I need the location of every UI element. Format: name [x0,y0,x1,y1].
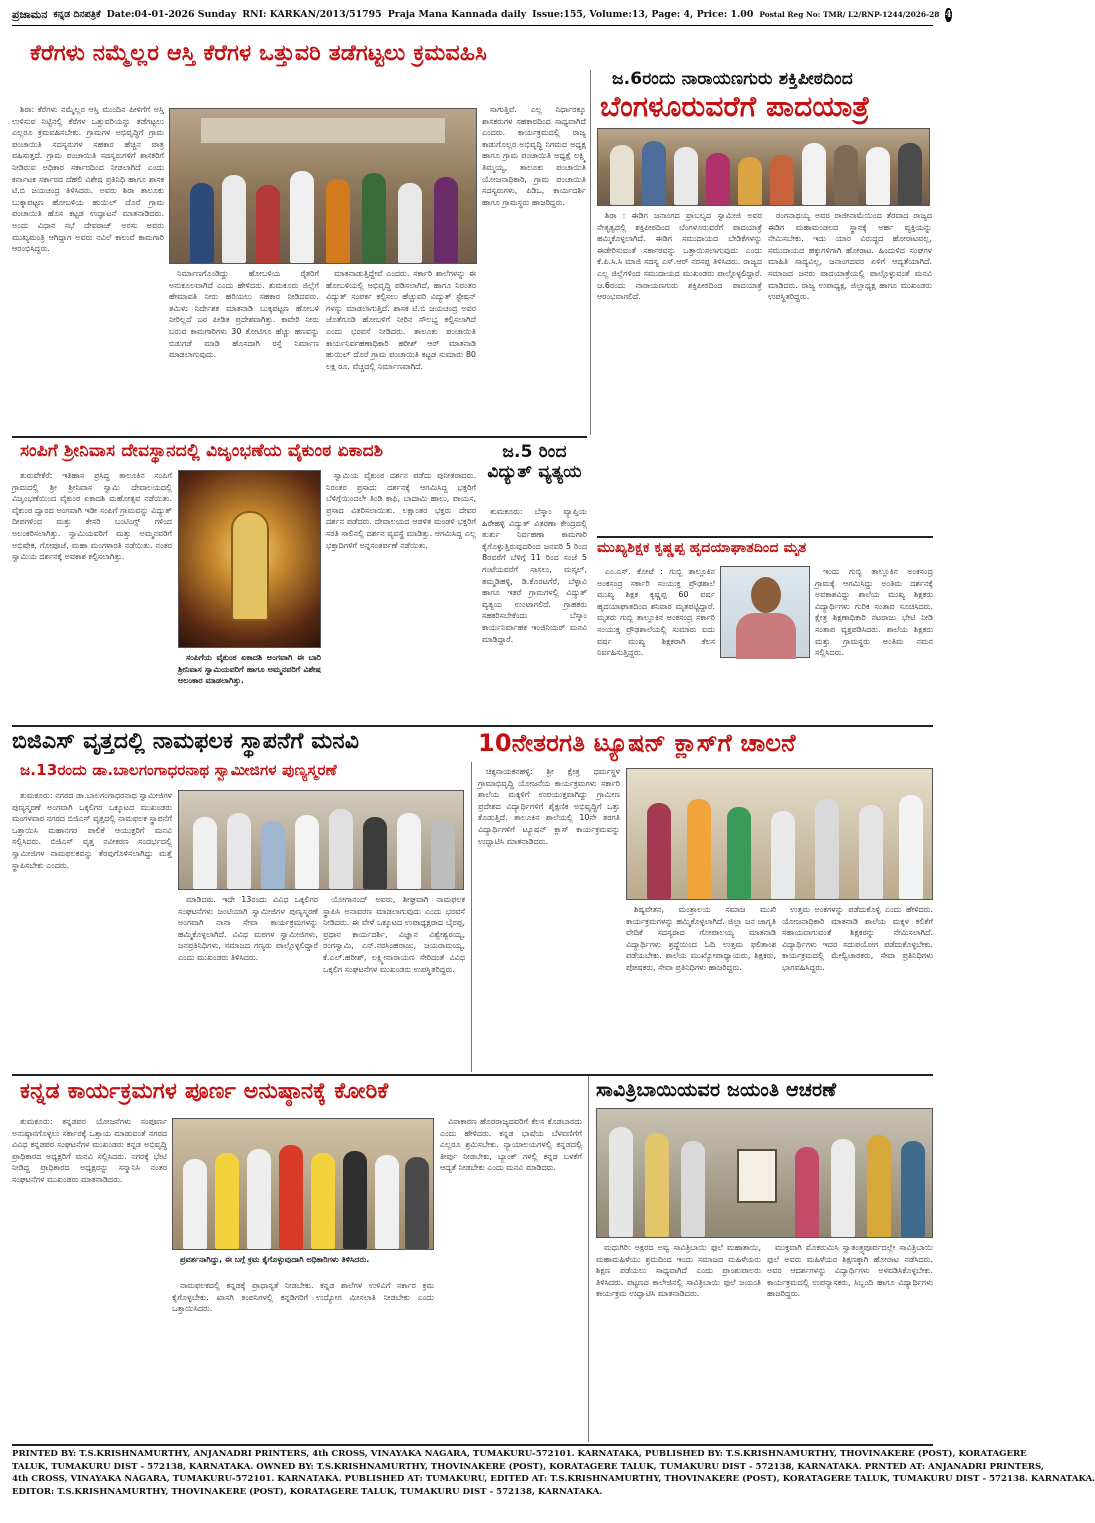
teacher-col-2 [815,566,933,716]
column-divider [588,1076,589,1442]
photo-person [247,1149,271,1249]
savitribai-col-1 [596,1242,761,1442]
temple-col-2-text: ಸ್ವಾಮಿಯ ವೈಕುಂಠ ದರ್ಶನ ಪಡೆದು ಪುನೀತರಾದರು. ನಿರಂತರ ಪ್ರಸಾದ: ದರ್ಶನಕ್ಕೆ ಆಗಮಿಸಿದ್ದ ಭಕ್ತರಿಗೆ ಬೆಳಿಗ್ಗೆಯಿಂದಲೇ ತಿಂಡಿ ಕಾಫಿ, ಬಾದಾಮಿ ಹಾಲು, ಪಾಯಸ, ಪ್ರಸಾದ ವಿತರಿಸಲಾಯಿತು. ಲಕ್ಷಾಂತರ ಭಕ್ತರು ದೇವರ ದರ್ಶನ ಪಡೆದರು. ದೇವಾಲಯದ ಆಡಳಿತ ಮಂಡಳಿ ಭಕ್ತರಿಗೆ ಸರತಿ ಸಾಲಿನಲ್ಲಿ ದರ್ಶನ ವ್ಯವಸ್ಥೆ ಮಾಡಿತ್ತು. ಆಗಮಿಸಿದ್ದ ಎಲ್ಲ ಭಕ್ತಾದಿಗಳಿಗೆ ಅನ್ನಸಂತರ್ಪಣೆ ನಡೆಯಿತು. [326,471,476,550]
postal-reg: Postal Reg No: TMR/ L2/RNP-1244/2026-28 [759,10,940,19]
savitribai-headline: ಸಾವಿತ್ರಿಬಾಯಿಯವರ ಜಯಂತಿ ಆಚರಣೆ [596,1079,837,1101]
photo-person [681,1141,705,1237]
photo-person [867,1135,891,1237]
photo-person [397,813,421,889]
tuition-col-3-text: ಉತ್ತಮ ಅಂಕಗಳನ್ನು ಪಡೆದುಕೊಳ್ಳಿ ಎಂದು ಹೇಳಿದರು. ಯೋಜನಾಧಿಕಾರಿ ಮಾತನಾಡಿ ಶಾಲೆಯ ಮಕ್ಕಳ ಕಲಿಕೆಗೆ ಸಹಾಯವಾಗುವಂತೆ ಶಿಕ್ಷಕರನ್ನು ನೇಮಿಸಲಾಗಿದೆ. ವಿದ್ಯಾರ್ಥಿಗಳು ಇದರ ಸದುಪಯೋಗ ಪಡೆದುಕೊಳ್ಳಬೇಕು. ಕಾರ್ಯಕ್ರಮದಲ್ಲಿ ಮೇಲ್ವಿಚಾರಕರು, ಸೇವಾ ಪ್ರತಿನಿಧಿಗಳು ಭಾಗವಹಿಸಿದ್ದರು. [782,905,933,972]
kannada-photo [172,1118,434,1250]
tuition-col-2 [626,904,776,1072]
photo-person [687,799,711,899]
photo-person [609,1127,633,1237]
photo-person [326,179,350,263]
photo-person [329,809,353,889]
photo-person [831,1139,855,1237]
savitribai-col-2 [767,1242,933,1442]
photo-person [901,1141,925,1237]
bgs-col-3 [323,894,465,1070]
photo-person [431,819,455,889]
kannada-col-1 [12,1116,167,1442]
photo-person [859,805,883,899]
lakes-col-1 [12,104,164,424]
lakes-col-3 [326,268,476,424]
photo-person [645,1133,669,1237]
section-divider [12,436,587,438]
imprint-line-1: PRINTED BY: T.S.KRISHNAMURTHY, ANJANADRI PRINTERS, 4th CROSS, VINAYAKA NAGARA, TUMAKURU-572101. KARNATAKA, PUBLISHED BY: T.S.KRISHNAMURTHY, THOVINAKERE (POST), KORATAGERE [12,1449,1027,1459]
savitribai-photo [596,1108,933,1238]
photo-person [434,177,458,263]
photo-person [770,155,794,205]
photo-person [727,807,751,899]
photo-person [193,817,217,889]
tuition-photo [626,768,933,900]
photo-person [362,173,386,263]
kannada-col-2-text: ನಾಮಫಲಕದಲ್ಲಿ ಕನ್ನಡಕ್ಕೆ ಪ್ರಾಧಾನ್ಯತೆ ನೀಡಬೇಕು. ಕನ್ನಡ ಶಾಲೆಗಳ ಉಳಿವಿಗೆ ಸರ್ಕಾರ ಕ್ರಮ ಕೈಗೊಳ್ಳಬೇಕು. ಖಾಸಗಿ ಕಂಪನಿಗಳಲ್ಲಿ ಕನ್ನಡಿಗರಿಗೆ ಉದ್ಯೋಗ ಮೀಸಲಾತಿ ನೀಡಬೇಕು ಎಂದು ಒತ್ತಾಯಿಸಿದರು. [172,1281,434,1314]
lakes-col-4-text: ಸಾಗುತ್ತಿವೆ. ಎಲ್ಲ ನಿರ್ಧಾರಕ್ಕೂ ಶಾಸಕರುಗಳ ಸಹಕಾರದಿಂದ ಸಾಧ್ಯವಾಗಿದೆ ಎಂದರು. ಕಾರ್ಯಕ್ರಮದಲ್ಲಿ ರಾಜ್ಯ ಕಾಡುಗೊಲ್ಲರ ಅಭಿವೃದ್ಧಿ ನಿಗಮದ ಅಧ್ಯಕ್ಷ ಹಾಗೂ ಗ್ರಾಮ ಪಂಚಾಯಿತಿ ಅಧ್ಯಕ್ಷೆ ಲಕ್ಷ್ಮಿ ತಿಮ್ಮಯ್ಯ, ತಾಲೂಕು ಪಂಚಾಯಿತಿ ಯೋಜನಾಧಿಕಾರಿ, ಗ್ರಾಮ ಪಂಚಾಯಿತಿ ಸದಸ್ಯರುಗಳು, ಪಿಡಿಒ, ಕಾರ್ಯದರ್ಶಿ ಹಾಗೂ ಗ್ರಾಮಸ್ಥರು ಹಾಜರಿದ್ದರು. [482,105,586,207]
section-divider [597,536,933,538]
issue-info: Issue:155, Volume:13, Page: 4, Price: 1.00 [532,9,754,20]
lakes-headline: ಕೆರೆಗಳು ನಮ್ಮೆಲ್ಲರ ಆಸ್ತಿ ಕೆರೆಗಳ ಒತ್ತುವರಿ ತಡೆಗಟ್ಟಲು ಕ್ರಮವಹಿಸಿ [30,41,488,66]
column-divider [471,762,472,1072]
bgs-kicker: ಜ.13ರಂದು ಡಾ.ಬಾಲಗಂಗಾಧರನಾಥ ಸ್ವಾಮೀಜಿಗಳ ಪುಣ್ಯಸ್ಮರಣೆ [20,761,337,779]
masthead-subtitle: ಕನ್ನಡ ದಿನಪತ್ರಿಕೆ [53,9,101,20]
brand-name: ಪ್ರಜಾಮನ [12,7,48,21]
kannada-col-3-text: ವಿನಾಕಾರಣ ಹೊರರಾಜ್ಯದವರಿಗೆ ಕೆಲಸ ಕೊಡಬಾರದು ಎಂದು ಹೇಳಿದರು. ಕನ್ನಡ ಭಾಷೆಯ ಬೆಳವಣಿಗೆಗೆ ಎಲ್ಲರೂ ಶ್ರಮಿಸಬೇಕು. ನ್ಯಾಯಾಲಯಗಳಲ್ಲಿ ಕನ್ನಡದಲ್ಲಿ ತೀರ್ಪು ನೀಡಬೇಕು, ಬ್ಯಾಂಕ್ ಗಳಲ್ಲಿ ಕನ್ನಡ ಬಳಕೆಗೆ ಆದ್ಯತೆ ನೀಡಬೇಕು ಎಂದು ಮನವಿ ಮಾಡಿದರು. [440,1117,582,1173]
photo-person [222,175,246,263]
photo-person [375,1155,399,1249]
photo-person [738,157,762,205]
portrait-head [751,577,781,613]
teacher-headline: ಮುಖ್ಯಶಿಕ್ಷಕ ಕೃಷ್ಣಪ್ಪ ಹೃದಯಾಘಾತದಿಂದ ಮೃತ [597,540,807,556]
photo-person [295,815,319,889]
photo-person [290,171,314,263]
imprint-line-2: TALUK, TUMAKURU DIST - 572138, KARNATAKA. OWNED BY: T.S.KRISHNAMURTHY, THOVINAKERE (POST), KORATAGERE TALUK, TUMAKURU DIST - 572138, KARNATAKA. PRNTED AT: ANJANADRI PRINTERS, [12,1461,1044,1472]
photo-person [642,141,666,205]
temple-headline: ಸಂಪಿಗೆ ಶ್ರೀನಿವಾಸ ದೇವಸ್ಥಾನದಲ್ಲಿ ವಿಜೃಂಭಣೆಯ ವೈಕುಂಠ ಏಕಾದಶಿ [20,441,384,461]
padayatra-col-2 [768,210,932,472]
power-cut-body [482,506,587,718]
tuition-headline: 10ನೇತರಗತಿ ಟ್ಯೂಷನ್ ಕ್ಲಾಸ್‌ಗೆ ಚಾಲನೆ [478,729,796,757]
photo-person [183,1159,207,1249]
padayatra-col-2-text: ರಂಗನಾಥಯ್ಯ ಅವರ ರಾಜೀನಾಮೆಯಿಂದ ತೆರವಾದ ರಾಜ್ಯದ ಈಡಿಗ ಮಹಾಮಂಡಲದ ಸ್ಥಾನಕ್ಕೆ ಅರ್ಹ ವ್ಯಕ್ತಿಯನ್ನು ನೇಮಿಸಬೇಕು. ಇದು ಯಾರ ವಿರುದ್ಧದ ಹೋರಾಟವಲ್ಲ, ಸಮುದಾಯದ ಹಕ್ಕುಗಳಿಗಾಗಿ ಹೋರಾಟ. ಹಿಂದುಳಿದ ಸಂಘಗಳ ಮಾಹಿತಿ ಸಾದ್ಯವಿಲ್ಲ, ಜನಾಂಗದವರ ಏಳಿಗೆ ಆದ್ಯತೆಯಾಗಿದೆ. ಸಮಾಜದ ಜನರು ಪಾದಯಾತ್ರೆಯಲ್ಲಿ ಪಾಲ್ಗೊಳ್ಳುವಂತೆ ಮನವಿ ಮಾಡಿದರು. ರಾಜ್ಯ ಉಪಾಧ್ಯಕ್ಷ, ಜಿಲ್ಲಾಧ್ಯಕ್ಷ ಹಾಗೂ ಮುಖಂಡರು ಉಪಸ್ಥಿತರಿದ್ದರು. [768,211,932,302]
page-number-badge: 4 [945,9,952,20]
temple-col-1-text: ತುರುವೇಕೆರೆ: ಇತಿಹಾಸ ಪ್ರಸಿದ್ಧ ತಾಲೂಕಿನ ಸಂಪಿಗೆ ಗ್ರಾಮದಲ್ಲಿ ಶ್ರೀ ಶ್ರೀನಿವಾಸ ಸ್ವಾಮಿ ದೇವಾಲಯದಲ್ಲಿ ವಿಜೃಂಭಣೆಯಿಂದ ವೈಕುಂಠ ಏಕಾದಶಿ ಮಹೋತ್ಸವ ನಡೆಯಿತು. ವೈಕುಂಠ ದ್ವಾರದ ಅಂಗವಾಗಿ ಇಡೀ ಸಂಪಿಗೆ ಗ್ರಾಮವನ್ನು ವಿದ್ಯುತ್ ದೀಪಗಳಿಂದ ಮತ್ತು ಕೇಸರಿ ಬಂಟಿಂಗ್ಸ್ ಗಳಿಂದ ಅಲಂಕರಿಸಲಾಗಿತ್ತು. ಸ್ವಾಮಿಯವರಿಗೆ ಮತ್ತು ಅಮ್ಮನವರಿಗೆ ಅಭಿಷೇಕ, ಗೋಪೂಜೆ, ಮಹಾ ಮಂಗಳಾರತಿ ನಡೆಯಿತು. ನಂತರ ಸ್ವಾಮಿಯ ದರ್ಶನಕ್ಕೆ ಅವಕಾಶ ಕಲ್ಪಿಸಲಾಗಿತ್ತು. [12,471,172,562]
power-cut-headline: ಜ.5 ರಿಂದ ವಿದ್ಯುತ್ ವ್ಯತ್ಯಯ [487,442,582,482]
column-divider [590,70,591,435]
padayatra-kicker: ಜ.6ರಂದು ನಾರಾಯಣಗುರು ಶಕ್ತಿಪೀಠದಿಂದ [612,69,853,89]
teacher-portrait [720,566,810,658]
photo-person [363,817,387,889]
padayatra-col-1-text: ಶಿರಾ : ಈಡಿಗ ಜನಾಂಗದ ಪ್ರಾಬಲ್ಯದ ಸ್ವಾಮೀಜಿ ಅವರ ನೇತೃತ್ವದಲ್ಲಿ ಶಕ್ತಿಪೀಠದಿಂದ ಬೆಂಗಳೂರುವರೆಗೆ ಪಾದಯಾತ್ರೆ ಹಮ್ಮಿಕೊಳ್ಳಲಾಗಿದೆ. ಈಡಿಗ ಸಮುದಾಯದ ಬೇಡಿಕೆಗಳನ್ನು ಈಡೇರಿಸುವಂತೆ ಸರ್ಕಾರವನ್ನು ಒತ್ತಾಯಿಸಲಾಗುವುದು ಎಂದು ಕೆ.ಪಿ.ಸಿ.ಸಿ ಮಾಜಿ ಸದಸ್ಯ ಎಸ್.ಆರ್ ನರಸಪ್ಪ ತಿಳಿಸಿದರು. ರಾಜ್ಯದ ಎಲ್ಲ ಜಿಲ್ಲೆಗಳಿಂದ ಸಮುದಾಯದ ಮುಖಂಡರು ಪಾಲ್ಗೊಳ್ಳಲಿದ್ದಾರೆ. ಜ.6ರಂದು ನಾರಾಯಣಗುರು ಶಕ್ತಿಪೀಠದಿಂದ ಪಾದಯಾತ್ರೆ ಆರಂಭವಾಗಲಿದೆ. [597,211,762,302]
bgs-col-1 [12,790,172,1070]
teacher-col-2-text: ಇಂದು ಗುಬ್ಬಿ ತಾಲ್ಲೂಕಿನ ಅಂಕಸಂದ್ರ ಗ್ರಾಮಕ್ಕೆ ಆಗಮಿಸಿದ್ದು ಅಂತಿಮ ದರ್ಶನಕ್ಕೆ ಅವಕಾಶವಿದ್ದು ಶಾಲೆಯ ಮುಖ್ಯ ಶಿಕ್ಷಕರು ವಿದ್ಯಾರ್ಥಿಗಳು ಗುರಿಕ ಸಂತಾಪ ಸೂಚಿಸಿದರು. ಕ್ಷೇತ್ರ ಶಿಕ್ಷಣಾಧಿಕಾರಿ ನಟರಾಜು ಭೇಟಿ ನೀಡಿ ಸಂತಾಪ ವ್ಯಕ್ತಪಡಿಸಿದರು. ಶಾಲೆಯ ಶಿಕ್ಷಕರು ಮತ್ತು ಗ್ರಾಮಸ್ಥರು ಅಂತಿಮ ನಮನ ಸಲ್ಲಿಸಿದರು. [815,567,933,658]
teacher-col-1-text: ಎಂ.ಎಸ್. ಕೋಟೆ : ಗುಬ್ಬಿ ತಾಲ್ಲೂಕಿನ ಅಂಕಸಂದ್ರ ಸರ್ಕಾರಿ ಸಂಯುಕ್ತ ಪ್ರೌಢಶಾಲೆ ಮುಖ್ಯ ಶಿಕ್ಷಕ ಕೃಷ್ಣಪ್ಪ 60 ವರ್ಷ ಹೃದಯಾಘಾತದಿಂದ ಶನಿವಾರ ಮೃತಪಟ್ಟಿದ್ದಾರೆ. ಮೃತರು ಗುಬ್ಬಿ ತಾಲ್ಲೂಕಿನ ಅಂಕಸಂದ್ರ ಸರ್ಕಾರಿ ಸಂಯುಕ್ತ ಪ್ರೌಢಶಾಲೆಯಲ್ಲಿ ಸುಮಾರು ಐದು ವರ್ಷ ಮುಖ್ಯ ಶಿಕ್ಷಕರಾಗಿ ಕೆಲಸ ನಿರ್ವಹಿಸುತ್ತಿದ್ದರು. [597,567,715,658]
imprint-footer [12,1448,1095,1498]
photo-person [898,143,922,205]
lakes-col-2-text: ನಿರ್ಮಾಣಗೊಂಡಿದ್ದು ಹೋಬಳಿಯ ರೈತರಿಗೆ ಅನುಕೂಲವಾಗಿದೆ ಎಂದು ಹೇಳಿದರು. ತುಮಕೂರು ಜಿಲ್ಲೆಗೆ ಹೇಮಾವತಿ ನೀರು ಹರಿಯಲು ಸಹಕಾರ ನೀಡಿದವರು. ತಮಿಳು ನಿರ್ದೇಶಕ ಮಾತನಾಡಿ ಬುಕ್ಕಪಟ್ಟಣ ಹೋಬಳಿ ನೀರಿಲ್ಲದೆ ಬರ ಪೀಡಿತ ಪ್ರದೇಶವಾಗಿತ್ತು. ಕಾವೇರಿ ನೀರು ಬರುವ ಕಾಮಗಾರಿಗಳು 30 ಕೋಟಿಗೂ ಹೆಚ್ಚು ಹಣವನ್ನು ಬಿಡುಗಡೆ ಮಾಡಿ ಹೊಸದಾಗಿ ರಸ್ತೆ ನಿರ್ಮಾಣ ಮಾಡಲಾಗುವುದು. [169,269,319,360]
lakes-photo [169,108,477,264]
power-cut-body-text: ತುಮಕೂರು: ಬೆಸ್ಕಾಂ ವ್ಯಾಪ್ತಿಯ ಹಿರೇಹಳ್ಳಿ ವಿದ್ಯುತ್ ವಿತರಣಾ ಕೇಂದ್ರದಲ್ಲಿ ತುರ್ತು ನಿರ್ವಹಣಾ ಕಾಮಗಾರಿ ಕೈಗೊಳ್ಳುತ್ತಿರುವುದರಿಂದ ಜನವರಿ 5 ರಿಂದ 8ರವರೆಗೆ ಬೆಳಿಗ್ಗೆ 11 ರಿಂದ ಸಂಜೆ 5 ಗಂಟೆಯವರೆಗೆ ಸಾಸಲು, ಮಸ್ಕಲ್, ತಮ್ಮಡಿಹಳ್ಳಿ, ಡಿ.ಕೊರಟಗೆರೆ, ಬೆಳ್ಳಾವಿ ಹಾಗೂ ಇತರೆ ಗ್ರಾಮಗಳಲ್ಲಿ ವಿದ್ಯುತ್ ವ್ಯತ್ಯಯ ಉಂಟಾಗಲಿದೆ. ಗ್ರಾಹಕರು ಸಹಕರಿಸಬೇಕೆಂದು ಬೆಸ್ಕಾಂ ಕಾರ್ಯನಿರ್ವಾಹಕ ಇಂಜಿನಿಯರ್ ಮನವಿ ಮಾಡಿದ್ದಾರೆ. [482,507,587,644]
kannada-caption [172,1254,434,1278]
kannada-headline: ಕನ್ನಡ ಕಾರ್ಯಕ್ರಮಗಳ ಪೂರ್ಣ ಅನುಷ್ಠಾನಕ್ಕೆ ಕೋರಿಕೆ [20,1079,389,1104]
portrait-shirt [736,613,796,659]
bgs-photo [178,790,464,890]
photo-person [866,147,890,205]
kannada-col-1-text: ತುಮಕೂರು: ಕನ್ನಡಪರ ಯೋಜನೆಗಳು ಸಂಪೂರ್ಣ ಅನುಷ್ಠಾನಗೊಳ್ಳಲು ಸರ್ಕಾರಕ್ಕೆ ಒತ್ತಾಯ ಮಾಡುವಂತೆ ನಗರದ ವಿವಿಧ ಕನ್ನಡಪರ ಸಂಘಟನೆಗಳ ಮುಖಂಡರು ಕನ್ನಡ ಅಭಿವೃದ್ಧಿ ಪ್ರಾಧಿಕಾರದ ಅಧ್ಯಕ್ಷರಿಗೆ ಮನವಿ ಸಲ್ಲಿಸಿದರು. ನಗರಕ್ಕೆ ಭೇಟಿ ನೀಡಿದ್ದ ಪ್ರಾಧಿಕಾರದ ಅಧ್ಯಕ್ಷರನ್ನು ಸನ್ಮಾನಿಸಿ ನಂತರ ಸಂಘಟನೆಗಳ ಮುಖಂಡರು ಮಾತನಾಡಿದರು. [12,1117,167,1184]
lakes-col-4 [482,104,586,424]
photo-person [815,799,839,899]
lakes-col-3-text: ಮಾತನಾಡುತ್ತಿದ್ದೇವೆ ಎಂದರು. ಸರ್ಕಾರಿ ಶಾಲೆಗಳನ್ನು ಈ ಹೋಬಳಿಯಲ್ಲಿ ಅಭಿವೃದ್ಧಿ ಪಡಿಸಲಾಗಿದೆ, ಹಾಗೂ ನಿರಂತರ ವಿದ್ಯುತ್ ಸಂಪರ್ಕ ಕಲ್ಪಿಸಲು ಹೆಚ್ಚುವರಿ ವಿದ್ಯುತ್ ಸ್ಟೇಷನ್ ಗಳನ್ನು ಮಾಡಲಾಗುತ್ತಿದೆ. ಶಾಸಕ ಟಿ.ಬಿ ಜಯಚಂದ್ರ ಅವರ ಜೊತೆಗೂಡಿ ಹೋಬಳಿಗೆ ನೀರಿನ ಸೌಲಭ್ಯ ಕಲ್ಪಿಸಲಾಗಿದೆ ಎಂದು ಭರವಸೆ ನೀಡಿದರು. ತಾಲೂಕು ಪಂಚಾಯಿತಿ ಕಾರ್ಯನಿರ್ವಹಣಾಧಿಕಾರಿ ಹರೀಶ್ ಆರ್ ಮಾತನಾಡಿ ಹುಯಿಲ್ ದೊರೆ ಗ್ರಾಮ ಪಂಚಾಯಿತಿ ಕಟ್ಟಡ ಸುಮಾರು 80 ಲಕ್ಷ ರೂ. ವೆಚ್ಚದಲ್ಲಿ ನಿರ್ಮಾಣವಾಗಿದೆ. [326,269,476,371]
photo-person [795,1147,819,1237]
savitribai-col-1-text: ಮಧುಗಿರಿ: ಅಕ್ಷರದ ಅವ್ವ ಸಾವಿತ್ರಿಬಾಯಿ ಫುಲೆ ಮಹಾತಾಯಿ, ಮಹಾಮಹಿಳೆಯು ಶ್ರಮದಿಂದ ಇಂದು ಸಮಾಜದ ಮಹಿಳೆಯರು ಶಿಕ್ಷಣ ಪಡೆಯಲು ಸಾಧ್ಯವಾಗಿದೆ ಎಂದು ಪ್ರಾಂಶುಪಾಲರು ತಿಳಿಸಿದರು. ಪಟ್ಟಣದ ಕಾಲೇಜಿನಲ್ಲಿ ಸಾವಿತ್ರಿಬಾಯಿ ಫುಲೆ ಜಯಂತಿ ಕಾರ್ಯಕ್ರಮ ಉದ್ಘಾಟಿಸಿ ಮಾತನಾಡಿದರು. [596,1243,761,1299]
temple-deity-photo [178,470,321,648]
lakes-col-2 [169,268,319,424]
tuition-col-2-text: ಶಿಷ್ಯವೇತನ, ಮಂತ್ರಾಲಯ ಸಮಾಜ ಮುಖಿ ಕಾರ್ಯಕ್ರಮಗಳನ್ನು ಹಮ್ಮಿಕೊಳ್ಳಲಾಗಿದೆ. ಜಿಲ್ಲಾ ಜನ ಜಾಗೃತಿ ವೇದಿಕೆ ಸದಸ್ಯರಾದ ಗೋಪಾಲಯ್ಯ ಮಾತನಾಡಿ ವಿದ್ಯಾರ್ಥಿಗಳು ಶ್ರದ್ಧೆಯಿಂದ ಓದಿ ಉತ್ತಮ ಫಲಿತಾಂಶ ಪಡೆಯಬೇಕು. ಶಾಲೆಯ ಮುಖ್ಯೋಪಾಧ್ಯಾಯರು, ಶಿಕ್ಷಕರು, ಪೋಷಕರು, ಸೇವಾ ಪ್ರತಿನಿಧಿಗಳು ಹಾಜರಿದ್ದರು. [626,905,776,972]
masthead [12,4,952,26]
portrait-frame [737,1149,777,1203]
photo-person [398,183,422,263]
tuition-col-3 [782,904,933,1072]
photo-person [706,153,730,205]
photo-person [802,143,826,205]
photo-person [674,147,698,205]
photo-person [279,1145,303,1249]
padayatra-photo [597,128,930,206]
photo-person [261,821,285,889]
issue-date: Date:04-01-2026 Sunday [106,9,237,20]
photo-person [405,1157,429,1249]
imprint-line-4: EDITOR: T.S.KRISHNAMURTHY, THOVINAKERE (POST), KORATAGERE TALUK, TUMAKURU DIST - 572138, KARNATAKA. [12,1486,603,1497]
savitribai-col-2-text: ಮುಕ್ತವಾಗಿ ಮೊಕರುಮಿಸಿ ಸ್ವಾತಂತ್ರ್ಯಪೂರ್ವದಲ್ಲೇ ಸಾವಿತ್ರಿಬಾಯಿ ಫುಲೆ ಅವರು ಮಹಿಳೆಯರ ಶಿಕ್ಷಣಕ್ಕಾಗಿ ಹೋರಾಟ ನಡೆಸಿದರು. ಅವರ ಆದರ್ಶಗಳನ್ನು ವಿದ್ಯಾರ್ಥಿಗಳು ಅಳವಡಿಸಿಕೊಳ್ಳಬೇಕು. ಕಾರ್ಯಕ್ರಮದಲ್ಲಿ ಉಪನ್ಯಾಸಕರು, ಸಿಬ್ಬಂದಿ ಹಾಗೂ ವಿದ್ಯಾರ್ಥಿಗಳು ಹಾಜರಿದ್ದರು. [767,1243,933,1299]
imprint-line-3: 4th CROSS, VINAYAKA NAGARA, TUMAKURU-572101. KARNATAKA. PUBLISHED AT: TUMAKURU, EDITED AT: T.S.KRISHNAMURTHY, THOVINAKERE (POST), KORATAGERE TALUK, TUMAKURU DIST - 572138. KARNATAKA. [12,1474,1095,1484]
english-title: Praja Mana Kannada daily [387,9,527,20]
deity-figure [231,511,269,621]
temple-col-1 [12,470,172,718]
photo-banner [201,118,446,143]
padayatra-col-1 [597,210,762,472]
padayatra-headline: ಬೆಂಗಳೂರುವರೆಗೆ ಪಾದಯಾತ್ರೆ [600,90,870,123]
lakes-col-1-text: ಶಿರಾ: ಕೆರೆಗಳು ನಮ್ಮೆಲ್ಲರ ಆಸ್ತಿ ಮುಂದಿನ ಪೀಳಿಗೆಗೆ ಅಸ್ತಿ ಉಳಿಸುವ ನಿಟ್ಟಿನಲ್ಲಿ ಕೆರೆಗಳ ಒತ್ತುವರಿಯನ್ನು ತಡೆಗಟ್ಟಲು ಎಲ್ಲರೂ ಕ್ರಮವಹಿಸಬೇಕು. ಗ್ರಾಮಗಳ ಅಭಿವೃದ್ಧಿಗೆ ಗ್ರಾಮ ಪಂಚಾಯಿತಿ ಸದಸ್ಯರುಗಳ ಸಹಕಾರ ಹೆಚ್ಚಿನ ಪಾತ್ರ ವಹಿಸುತ್ತದೆ. ಗ್ರಾಮ ಪಂಚಾಯಿತಿ ಸದಸ್ಯರುಗಳಿಗೆ ಶಾಸಕರಿಗೆ ನೀಡಿರುವ ಅಧಿಕಾರ ಸರ್ಕಾರದಿಂದ ನೀಡಲಾಗಿದೆ ಎಂದು ಕರ್ನಾಟಕ ಸರ್ಕಾರದ ದೆಹಲಿ ವಿಶೇಷ ಪ್ರತಿನಿಧಿ ಹಾಗೂ ಶಾಸಕ ಟಿ.ಬಿ ಜಯಚಂದ್ರ ತಿಳಿಸಿದರು. ಅವರು ಶಿರಾ ತಾಲೂಕು ಬುಕ್ಕಾಪಟ್ಟಣ ಹೋಬಳಿಯ ಹುಯಿಲ್ ದೊರೆ ಗ್ರಾಮ ಪಂಚಾಯಿತಿ ಹೊಸ ಕಟ್ಟಡ ಉದ್ಘಾಟನೆ ಮಾತನಾಡಿದರು. ಅಂದು ವಿಧಾನ ಸಭೆ ದೇವರಾಜ್ ಅರಸು ಅವರು ಮುಖ್ಯಮಂತ್ರಿ ಆಗಿದ್ದಾಗ ಅವರು ನವಿಲೆ ಕಾಲುವೆ ಕಾಮಗಾರಿ ಆರಂಭಿಸಿದ್ದರು. [12,105,164,254]
kannada-col-3 [440,1116,582,1442]
photo-person [256,185,280,263]
kannada-caption-text: ಪ್ರವರ್ತನಾಗಿದ್ದು, ಈ ಬಗ್ಗೆ ಕ್ರಮ ಕೈಗೊಳ್ಳುವುದಾಗಿ ಅಧಿಕಾರಿಗಳು ತಿಳಿಸಿದರು. [180,1255,370,1264]
photo-person [899,795,923,899]
temple-col-2 [326,470,476,718]
kannada-col-2 [172,1280,434,1442]
section-divider [12,725,933,727]
photo-person [610,145,634,205]
photo-person [190,183,214,263]
photo-person [343,1151,367,1249]
photo-person [227,813,251,889]
bgs-col-1-text: ತುಮಕೂರು: ನಗರದ ಡಾ.ಬಾಲಗಂಗಾಧರನಾಥ ಸ್ವಾಮೀಜಿಗಳ ಪುಣ್ಯಸ್ಮರಣೆ ಅಂಗವಾಗಿ ಒಕ್ಕಲಿಗರ ಒಕ್ಕೂಟದ ಮುಖಂಡರು ಮಂಗಳವಾರ ನಗರದ ಬಿಜಿಎಸ್ ವೃತ್ತದಲ್ಲಿ ನಾಮಫಲಕ ಸ್ಥಾಪನೆಗೆ ಒತ್ತಾಯಿಸಿ ಮಹಾನಗರ ಪಾಲಿಕೆ ಆಯುಕ್ತರಿಗೆ ಮನವಿ ಸಲ್ಲಿಸಿದರು. ಬಿಜಿಎಸ್ ವೃತ್ತ ನವೀಕರಣ ಸಂದರ್ಭದಲ್ಲಿ ಸ್ವಾಮೀಜಿಗಳ ನಾಮಫಲಕವನ್ನು ತೆರವುಗೊಳಿಸಲಾಗಿದ್ದು ಮತ್ತೆ ಸ್ಥಾಪಿಸಬೇಕು ಎಂದರು. [12,791,172,870]
section-divider [12,1074,933,1076]
temple-caption [178,652,321,718]
teacher-col-1 [597,566,715,716]
bgs-col-2 [178,894,318,1070]
photo-person [215,1153,239,1249]
bgs-col-3-text: ಯೋಗಾನಂದ್ ಅವರು, ಶೀಘ್ರವಾಗಿ ನಾಮಫಲಕ ಸ್ಥಾಪಿಸಿ ಅನಾವರಣ ಮಾಡಲಾಗುವುದು ಎಂದು ಭರವಸೆ ನೀಡಿದರು. ಈ ವೇಳೆ ಒಕ್ಕೂಟದ ಉಪಾಧ್ಯಕ್ಷರಾದ ಬೈರಪ್ಪ, ಪ್ರಧಾನ ಕಾರ್ಯದರ್ಶಿ, ವಿಜ್ಞಾನ ವಿಶ್ವೇಶ್ವರಯ್ಯ, ರಂಗಸ್ವಾಮಿ, ಎನ್.ನರಸಿಂಹರಾಜು, ಜಯರಾಮಯ್ಯ, ಕೆ.ಎಲ್.ಹರೀಶ್, ಲಕ್ಷ್ಮೀನಾರಾಯಣ ಸೇರಿದಂತೆ ವಿವಿಧ ಒಕ್ಕಲಿಗ ಸಂಘಟನೆಗಳ ಮುಖಂಡರು ಉಪಸ್ಥಿತರಿದ್ದರು. [323,895,465,974]
tuition-col-1-text: ಚಿಕ್ಕನಾಯಕನಹಳ್ಳಿ: ಶ್ರೀ ಕ್ಷೇತ್ರ ಧರ್ಮಸ್ಥಳ ಗ್ರಾಮಾಭಿವೃದ್ಧಿ ಯೋಜನೆಯ ಕಾರ್ಯಕ್ರಮಗಳು ಸರ್ಕಾರಿ ಶಾಲೆಯ ಮಕ್ಕಳಿಗೆ ಉಪಯುಕ್ತವಾಗಿದ್ದು ಗ್ರಾಮೀಣ ಪ್ರದೇಶದ ವಿದ್ಯಾರ್ಥಿಗಳಿಗೆ ಶೈಕ್ಷಣಿಕ ಅಭಿವೃದ್ಧಿಗೆ ಒತ್ತು ಕೊಡುತ್ತಿದೆ. ತಾಲೂಕಿನ ಶಾಲೆಯಲ್ಲಿ 10ನೇ ತರಗತಿ ವಿದ್ಯಾರ್ಥಿಗಳಿಗೆ ಟ್ಯೂಷನ್ ಕ್ಲಾಸ್ ಕಾರ್ಯಕ್ರಮವನ್ನು ಉದ್ಘಾಟಿಸಿ ಮಾತನಾಡಿದರು. [478,767,620,846]
photo-person [311,1153,335,1249]
rni-number: RNI: KARKAN/2013/51795 [242,9,382,20]
photo-person [647,803,671,899]
temple-caption-text: ಸಂಪಿಗೆಯ ವೈಕುಂಠ ಏಕಾದಶಿ ಅಂಗವಾಗಿ ಈ ಬಾರಿ ಶ್ರೀನಿವಾಸ ಸ್ವಾಮಿಯವರಿಗೆ ಹಾಗೂ ಅಮ್ಮನವರಿಗೆ ವಿಶೇಷ ಅಲಂಕಾರ ಮಾಡಲಾಗಿತ್ತು. [178,653,321,686]
photo-person [771,811,795,899]
photo-person [834,145,858,205]
tuition-col-1 [478,766,620,1070]
footer-divider [12,1444,933,1446]
bgs-col-2-text: ಮಾಡಿದರು. ಇದೇ 13ರಂದು ವಿವಿಧ ಒಕ್ಕಲಿಗರ ಸಂಘಟನೆಗಳು ಜಂಟಿಯಾಗಿ ಸ್ವಾಮೀಜಿಗಳ ಪುಣ್ಯಸ್ಮರಣೆ ಅಂಗವಾಗಿ ನಾನಾ ಸೇವಾ ಕಾರ್ಯಕ್ರಮಗಳನ್ನು ಹಮ್ಮಿಕೊಳ್ಳಲಾಗಿದೆ. ವಿವಿಧ ಮಠಗಳ ಸ್ವಾಮೀಜಿಗಳು, ಜನಪ್ರತಿನಿಧಿಗಳು, ಸಮಾಜದ ಗಣ್ಯರು ಪಾಲ್ಗೊಳ್ಳಲಿದ್ದಾರೆ ಎಂದು ಮುಖಂಡರು ತಿಳಿಸಿದರು. [178,895,318,962]
bgs-headline: ಬಿಜಿಎಸ್ ವೃತ್ತದಲ್ಲಿ ನಾಮಫಲಕ ಸ್ಥಾಪನೆಗೆ ಮನವಿ [12,729,360,754]
